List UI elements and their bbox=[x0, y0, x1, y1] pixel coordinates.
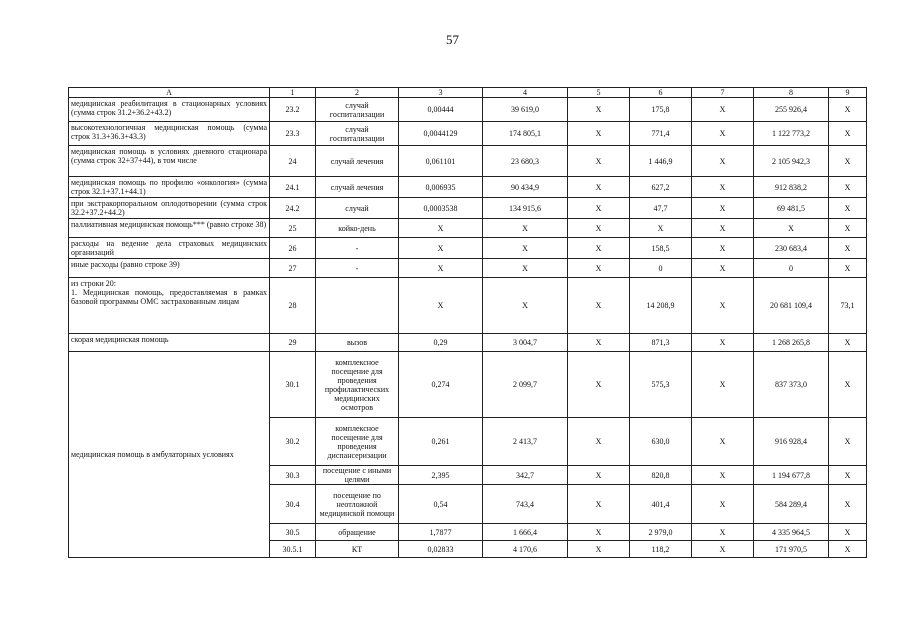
table-cell: вызов bbox=[316, 334, 399, 352]
table-cell: 401,4 bbox=[630, 485, 692, 524]
table-cell: 23.2 bbox=[270, 98, 316, 122]
table-cell: 871,3 bbox=[630, 334, 692, 352]
table-cell: 47,7 bbox=[630, 198, 692, 219]
table-cell: X bbox=[692, 524, 754, 541]
table-cell: 134 915,6 bbox=[483, 198, 568, 219]
table-cell: X bbox=[483, 259, 568, 278]
table-cell: 912 838,2 bbox=[754, 177, 829, 198]
table-cell: 0 bbox=[630, 259, 692, 278]
table-cell: койко-день bbox=[316, 219, 399, 238]
row-description: при экстракорпоральном оплодотворении (сумма строк 32.2+37.2+44.2) bbox=[69, 198, 270, 219]
table-cell: 25 bbox=[270, 219, 316, 238]
table-cell: 342,7 bbox=[483, 466, 568, 485]
table-cell: случай госпитализации bbox=[316, 122, 399, 146]
table-cell: случай госпитализации bbox=[316, 98, 399, 122]
table-cell: 0,29 bbox=[399, 334, 483, 352]
table-cell: X bbox=[568, 238, 630, 259]
table-cell: 27 bbox=[270, 259, 316, 278]
table-cell: 0,006935 bbox=[399, 177, 483, 198]
table-cell: X bbox=[568, 466, 630, 485]
table-cell: комплексное посещение для проведения профилактических медицинских осмотров bbox=[316, 352, 399, 418]
table-cell: 14 208,9 bbox=[630, 278, 692, 334]
table-cell: 69 481,5 bbox=[754, 198, 829, 219]
row-description: паллиативная медицинская помощь*** (равно строке 38) bbox=[69, 219, 270, 238]
table-cell: 0,02833 bbox=[399, 541, 483, 558]
table-cell: 0,54 bbox=[399, 485, 483, 524]
table-cell: X bbox=[568, 177, 630, 198]
table-cell: X bbox=[568, 352, 630, 418]
header-cell: 6 bbox=[630, 88, 692, 98]
table-cell: 26 bbox=[270, 238, 316, 259]
table-cell: X bbox=[692, 98, 754, 122]
table-cell: 30.3 bbox=[270, 466, 316, 485]
table-row bbox=[69, 177, 867, 198]
row-description: медицинская помощь по профилю «онкология» (сумма строк 32.1+37.1+44.1) bbox=[69, 177, 270, 198]
table-cell: X bbox=[754, 219, 829, 238]
table-cell: 24.2 bbox=[270, 198, 316, 219]
table-cell: X bbox=[829, 122, 867, 146]
table-cell: X bbox=[399, 259, 483, 278]
table-cell: случай bbox=[316, 198, 399, 219]
table-cell: X bbox=[692, 177, 754, 198]
table-cell: 2 105 942,3 bbox=[754, 146, 829, 177]
table-cell: X bbox=[568, 278, 630, 334]
table-cell: 73,1 bbox=[829, 278, 867, 334]
table-cell: 916 928,4 bbox=[754, 418, 829, 466]
table-cell: КТ bbox=[316, 541, 399, 558]
table-cell: 0,00444 bbox=[399, 98, 483, 122]
table-cell: X bbox=[829, 198, 867, 219]
table-row bbox=[69, 146, 867, 177]
row-description: высокотехнологичная медицинская помощь (сумма строк 31.3+36.3+43.3) bbox=[69, 122, 270, 146]
table-cell: X bbox=[568, 98, 630, 122]
table-cell: 575,3 bbox=[630, 352, 692, 418]
table-cell: X bbox=[692, 352, 754, 418]
table-cell: 771,4 bbox=[630, 122, 692, 146]
table-cell: X bbox=[399, 278, 483, 334]
table-cell: X bbox=[829, 524, 867, 541]
table-cell: 2 099,7 bbox=[483, 352, 568, 418]
table-cell: 1 446,9 bbox=[630, 146, 692, 177]
table-cell: 174 805,1 bbox=[483, 122, 568, 146]
table-cell: X bbox=[692, 122, 754, 146]
table-row bbox=[69, 278, 867, 334]
table-cell: X bbox=[568, 259, 630, 278]
page-number: 57 bbox=[446, 32, 459, 47]
table-cell: X bbox=[829, 146, 867, 177]
table-cell: 20 681 109,4 bbox=[754, 278, 829, 334]
table-cell: 743,4 bbox=[483, 485, 568, 524]
table-cell: 230 683,4 bbox=[754, 238, 829, 259]
row-description: медицинская помощь в амбулаторных условиях bbox=[69, 352, 270, 558]
table-cell: 2 413,7 bbox=[483, 418, 568, 466]
table-cell: 0,261 bbox=[399, 418, 483, 466]
table-cell: 837 373,0 bbox=[754, 352, 829, 418]
table-cell: X bbox=[692, 219, 754, 238]
table-cell: X bbox=[692, 278, 754, 334]
row-description: иные расходы (равно строке 39) bbox=[69, 259, 270, 278]
table-cell: 1 194 677,8 bbox=[754, 466, 829, 485]
table-cell bbox=[316, 278, 399, 334]
table-cell: X bbox=[483, 219, 568, 238]
table-cell: X bbox=[568, 219, 630, 238]
table-cell: X bbox=[568, 122, 630, 146]
table-cell: X bbox=[829, 418, 867, 466]
table-cell: X bbox=[692, 238, 754, 259]
table-cell: 30.5.1 bbox=[270, 541, 316, 558]
table-cell: X bbox=[829, 485, 867, 524]
table-cell: 23.3 bbox=[270, 122, 316, 146]
table-cell: 0,274 bbox=[399, 352, 483, 418]
table-cell: X bbox=[829, 259, 867, 278]
table-cell: 118,2 bbox=[630, 541, 692, 558]
table-cell: 171 970,5 bbox=[754, 541, 829, 558]
row-description: расходы на ведение дела страховых медицинских организаций bbox=[69, 238, 270, 259]
table-cell: 24.1 bbox=[270, 177, 316, 198]
table-row bbox=[69, 198, 867, 219]
table-cell: 1 122 773,2 bbox=[754, 122, 829, 146]
table-cell: X bbox=[692, 146, 754, 177]
header-cell: 1 bbox=[270, 88, 316, 98]
table-cell: X bbox=[829, 98, 867, 122]
header-cell: 3 bbox=[399, 88, 483, 98]
table-cell: посещение с иными целями bbox=[316, 466, 399, 485]
table-cell: X bbox=[568, 198, 630, 219]
table-cell: X bbox=[692, 334, 754, 352]
table-cell: X bbox=[568, 418, 630, 466]
table-cell: случай лечения bbox=[316, 177, 399, 198]
table-cell: 158,5 bbox=[630, 238, 692, 259]
table-cell: X bbox=[399, 238, 483, 259]
table-cell: 23 680,3 bbox=[483, 146, 568, 177]
table-cell: X bbox=[829, 541, 867, 558]
table-cell: 255 926,4 bbox=[754, 98, 829, 122]
row-description: медицинская помощь в условиях дневного стационара (сумма строк 32+37+44), в том числе bbox=[69, 146, 270, 177]
table-cell: X bbox=[568, 524, 630, 541]
table-cell: X bbox=[399, 219, 483, 238]
table-row bbox=[69, 352, 867, 418]
header-cell: 5 bbox=[568, 88, 630, 98]
table-cell: X bbox=[568, 334, 630, 352]
table-cell: X bbox=[692, 541, 754, 558]
table-cell: 0,0003538 bbox=[399, 198, 483, 219]
table-cell: 0,0044129 bbox=[399, 122, 483, 146]
table-cell: 1 666,4 bbox=[483, 524, 568, 541]
table-cell: 584 289,4 bbox=[754, 485, 829, 524]
table-cell: 0,061101 bbox=[399, 146, 483, 177]
table-cell: X bbox=[829, 238, 867, 259]
table-cell: - bbox=[316, 259, 399, 278]
table-cell: 0 bbox=[754, 259, 829, 278]
table-row bbox=[69, 259, 867, 278]
table-cell: X bbox=[829, 334, 867, 352]
table-cell: комплексное посещение для проведения диспансеризации bbox=[316, 418, 399, 466]
table-cell: X bbox=[568, 485, 630, 524]
table-cell: X bbox=[692, 485, 754, 524]
table-cell: X bbox=[692, 259, 754, 278]
table-cell: 627,2 bbox=[630, 177, 692, 198]
table-cell: 39 619,0 bbox=[483, 98, 568, 122]
table-cell: 2,395 bbox=[399, 466, 483, 485]
table-cell: 30.1 bbox=[270, 352, 316, 418]
table-cell: 4 170,6 bbox=[483, 541, 568, 558]
table-cell: 3 004,7 bbox=[483, 334, 568, 352]
table-row bbox=[69, 334, 867, 352]
table-cell: 30.5 bbox=[270, 524, 316, 541]
table-cell: X bbox=[483, 238, 568, 259]
table-cell: 29 bbox=[270, 334, 316, 352]
table-cell: X bbox=[829, 352, 867, 418]
header-cell: 4 bbox=[483, 88, 568, 98]
table-cell: X bbox=[692, 198, 754, 219]
table-cell: 4 335 964,5 bbox=[754, 524, 829, 541]
table-cell: 2 979,0 bbox=[630, 524, 692, 541]
table-cell: 175,8 bbox=[630, 98, 692, 122]
table-cell: случай лечения bbox=[316, 146, 399, 177]
table-cell: 30.4 bbox=[270, 485, 316, 524]
table-cell: 1 268 265,8 bbox=[754, 334, 829, 352]
table-cell: - bbox=[316, 238, 399, 259]
header-cell: 8 bbox=[754, 88, 829, 98]
row-description: скорая медицинская помощь bbox=[69, 334, 270, 352]
table-cell: 630,0 bbox=[630, 418, 692, 466]
table-header-row bbox=[69, 88, 867, 98]
table-cell: посещение по неотложной медицинской помощи bbox=[316, 485, 399, 524]
table-cell: 1,7877 bbox=[399, 524, 483, 541]
table-cell: X bbox=[829, 177, 867, 198]
table-row bbox=[69, 219, 867, 238]
table-row bbox=[69, 122, 867, 146]
table-cell: 28 bbox=[270, 278, 316, 334]
tariff-table bbox=[68, 87, 867, 558]
table-cell: X bbox=[829, 466, 867, 485]
table-cell: X bbox=[568, 146, 630, 177]
table-cell: X bbox=[829, 219, 867, 238]
header-cell: 2 bbox=[316, 88, 399, 98]
table-cell: 820,8 bbox=[630, 466, 692, 485]
table-body bbox=[69, 88, 867, 558]
header-cell: 7 bbox=[692, 88, 754, 98]
table-cell: X bbox=[692, 418, 754, 466]
row-description: медицинская реабилитация в стационарных условиях (сумма строк 31.2+36.2+43.2) bbox=[69, 98, 270, 122]
header-cell: А bbox=[69, 88, 270, 98]
table-cell: 90 434,9 bbox=[483, 177, 568, 198]
table-cell: X bbox=[568, 541, 630, 558]
table-cell: X bbox=[630, 219, 692, 238]
row-description-heading: из строки 20: bbox=[71, 279, 116, 288]
table-row bbox=[69, 98, 867, 122]
table-cell: 30.2 bbox=[270, 418, 316, 466]
table-cell: X bbox=[692, 466, 754, 485]
table-cell: обращение bbox=[316, 524, 399, 541]
header-cell: 9 bbox=[829, 88, 867, 98]
table-cell: X bbox=[483, 278, 568, 334]
row-description bbox=[69, 278, 270, 334]
row-description-text: 1. Медицинская помощь, предоставляемая в рамках базовой программы ОМС застрахованным лицам bbox=[71, 288, 267, 306]
table-row bbox=[69, 238, 867, 259]
table-cell: 24 bbox=[270, 146, 316, 177]
